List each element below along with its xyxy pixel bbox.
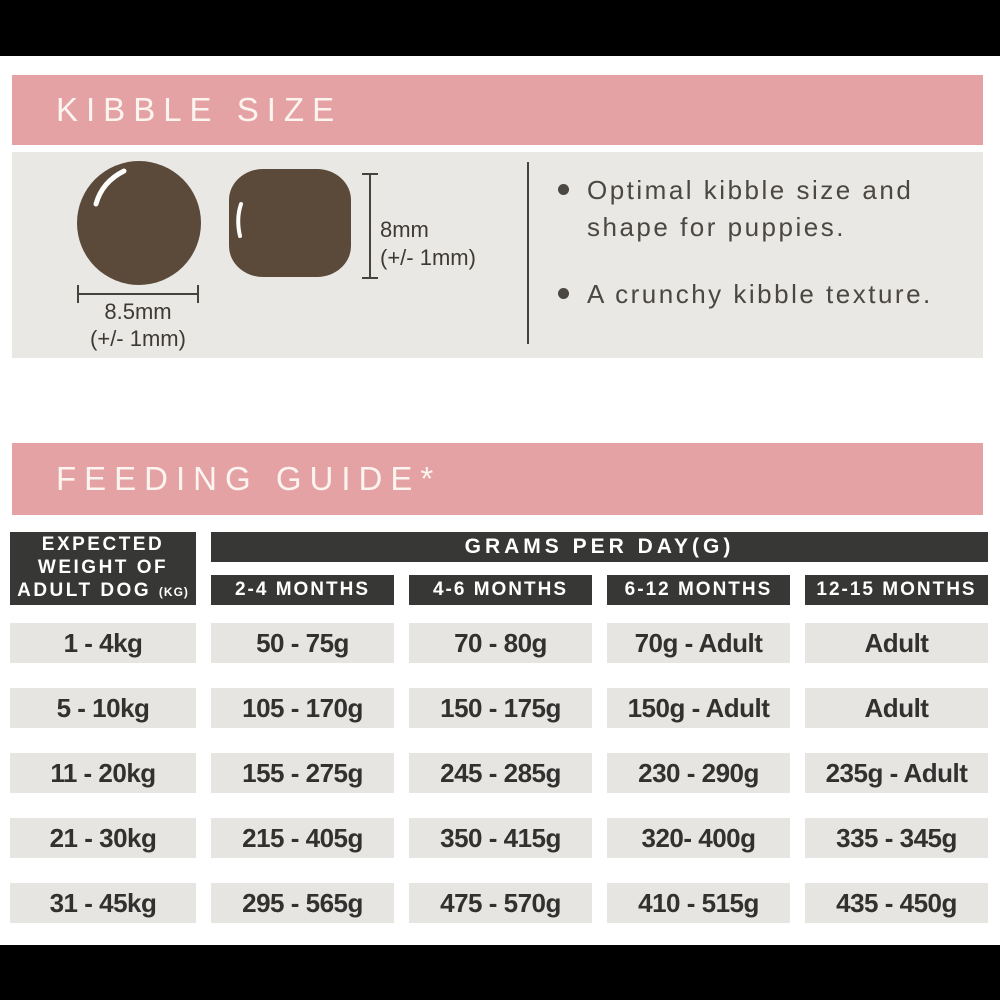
weight-cell: 1 - 4kg: [10, 623, 196, 663]
weight-column-header: [10, 532, 196, 605]
weight-cell: 11 - 20kg: [10, 753, 196, 793]
age-column-header: 4-6 MONTHS: [409, 575, 592, 605]
kibble-feature-text: Optimal kibble size and shape for puppies.: [587, 175, 914, 242]
age-column-header: 6-12 MONTHS: [607, 575, 790, 605]
list-item: [558, 172, 968, 246]
table-row: [10, 883, 988, 923]
value-cell: 230 - 290g: [607, 753, 790, 793]
feeding-guide-section-header: [12, 443, 983, 515]
value-cell: 245 - 285g: [409, 753, 592, 793]
bullet-dot-icon: [558, 184, 569, 195]
kibble-size-title: KIBBLE SIZE: [56, 91, 343, 128]
weight-header-line: EXPECTED: [41, 534, 165, 555]
grams-per-day-header: GRAMS PER DAY(G): [211, 532, 988, 562]
age-column-headers: [211, 575, 988, 605]
kibble-width-dimension: [52, 298, 224, 352]
oval-kibble-icon: [228, 168, 352, 278]
value-cell: 150 - 175g: [409, 688, 592, 728]
bullet-dot-icon: [558, 288, 569, 299]
kibble-size-section-header: [12, 75, 983, 145]
weight-header-line: WEIGHT OF: [37, 557, 169, 578]
bottom-frame-bar: [0, 945, 1000, 1000]
height-measure-icon: [358, 170, 382, 282]
kibble-feature-list: [558, 172, 968, 343]
weight-cell: 31 - 45kg: [10, 883, 196, 923]
feeding-guide-title: FEEDING GUIDE*: [56, 460, 442, 497]
value-cell: 350 - 415g: [409, 818, 592, 858]
value-cell: 435 - 450g: [805, 883, 988, 923]
weight-header-line: ADULT DOG (KG): [17, 580, 189, 601]
value-cell: 475 - 570g: [409, 883, 592, 923]
value-cell: 70 - 80g: [409, 623, 592, 663]
height-tolerance-label: (+/- 1mm): [380, 245, 476, 270]
table-row: [10, 818, 988, 858]
kibble-diagram-panel: [12, 152, 983, 358]
table-header: [10, 532, 988, 605]
table-row: [10, 688, 988, 728]
vertical-divider: [527, 162, 529, 344]
kibble-feature-text: A crunchy kibble texture.: [587, 279, 933, 309]
table-row: [10, 623, 988, 663]
age-column-header: 2-4 MONTHS: [211, 575, 394, 605]
weight-cell: 21 - 30kg: [10, 818, 196, 858]
top-frame-bar: [0, 0, 1000, 56]
height-value-label: 8mm: [380, 217, 429, 242]
grams-header-group: [211, 532, 988, 605]
width-tolerance-label: (+/- 1mm): [90, 326, 186, 351]
table-row: [10, 753, 988, 793]
value-cell: 235g - Adult: [805, 753, 988, 793]
value-cell: 215 - 405g: [211, 818, 394, 858]
kibble-height-dimension: [380, 216, 476, 272]
value-cell: 320- 400g: [607, 818, 790, 858]
value-cell: 155 - 275g: [211, 753, 394, 793]
feeding-guide-table: [10, 532, 988, 923]
value-cell: 295 - 565g: [211, 883, 394, 923]
value-cell: Adult: [805, 688, 988, 728]
list-item: [558, 276, 968, 313]
weight-unit-label: (KG): [158, 585, 189, 599]
value-cell: 50 - 75g: [211, 623, 394, 663]
value-cell: 105 - 170g: [211, 688, 394, 728]
value-cell: 70g - Adult: [607, 623, 790, 663]
value-cell: 150g - Adult: [607, 688, 790, 728]
value-cell: Adult: [805, 623, 988, 663]
width-value-label: 8.5mm: [104, 299, 172, 324]
age-column-header: 12-15 MONTHS: [805, 575, 988, 605]
weight-cell: 5 - 10kg: [10, 688, 196, 728]
round-kibble-icon: [76, 160, 202, 286]
value-cell: 410 - 515g: [607, 883, 790, 923]
value-cell: 335 - 345g: [805, 818, 988, 858]
